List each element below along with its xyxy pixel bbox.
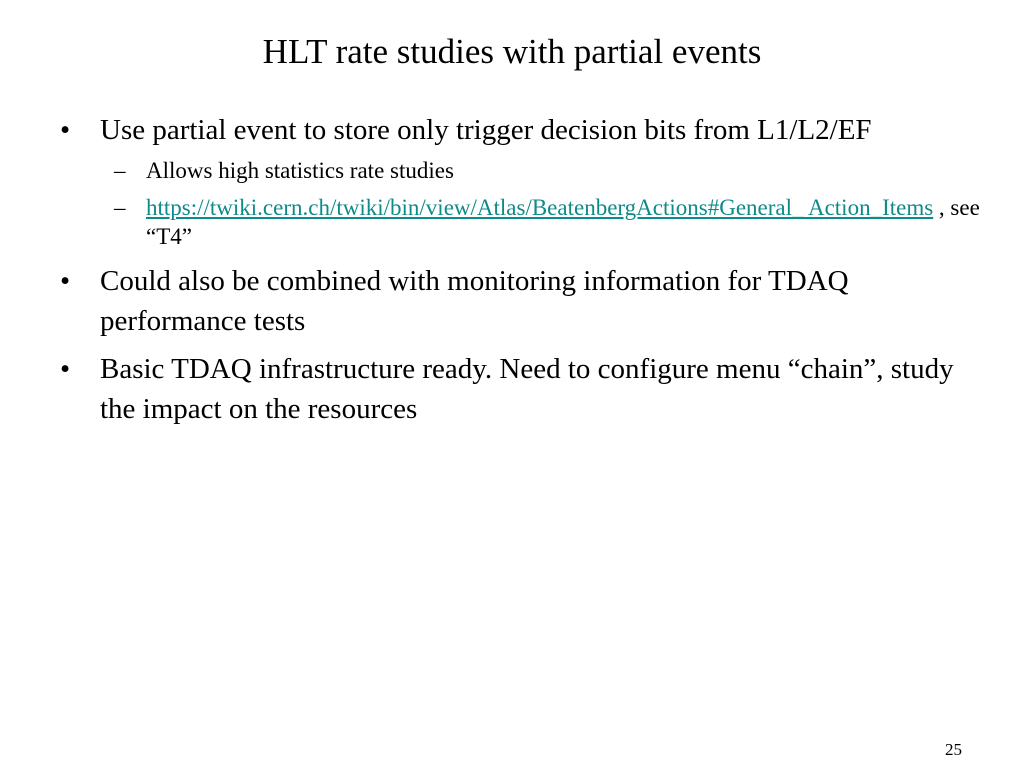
bullet-item	[60, 110, 980, 150]
sub-bullet-item	[60, 193, 980, 251]
sub-bullet-list	[60, 156, 980, 251]
bullet-item	[60, 349, 980, 429]
sub-bullet-text: Allows high statistics rate studies	[146, 158, 454, 183]
page-number: 25	[945, 740, 962, 759]
sub-bullet-item	[60, 156, 980, 185]
bullet-text: Basic TDAQ infrastructure ready. Need to configure menu “chain”, study the impact on the resources	[100, 353, 954, 425]
bullet-marker: •	[60, 265, 71, 297]
bullet-marker: •	[60, 114, 71, 146]
bullet-item	[60, 261, 980, 341]
bullet-marker: •	[60, 353, 71, 385]
bullet-list	[60, 110, 980, 429]
slide-title: HLT rate studies with partial events	[262, 32, 762, 71]
twiki-link[interactable]: https://twiki.cern.ch/twiki/bin/view/Atlas/BeatenbergActions#General_ Action_Items	[146, 195, 934, 220]
bullet-text: Could also be combined with monitoring information for TDAQ performance tests	[100, 265, 849, 337]
sub-bullet-suffix: , see “T4”	[146, 195, 980, 249]
sub-bullet-marker: –	[114, 158, 126, 183]
sub-bullet-marker: –	[114, 195, 126, 220]
bullet-text: Use partial event to store only trigger decision bits from L1/L2/EF	[100, 114, 872, 146]
